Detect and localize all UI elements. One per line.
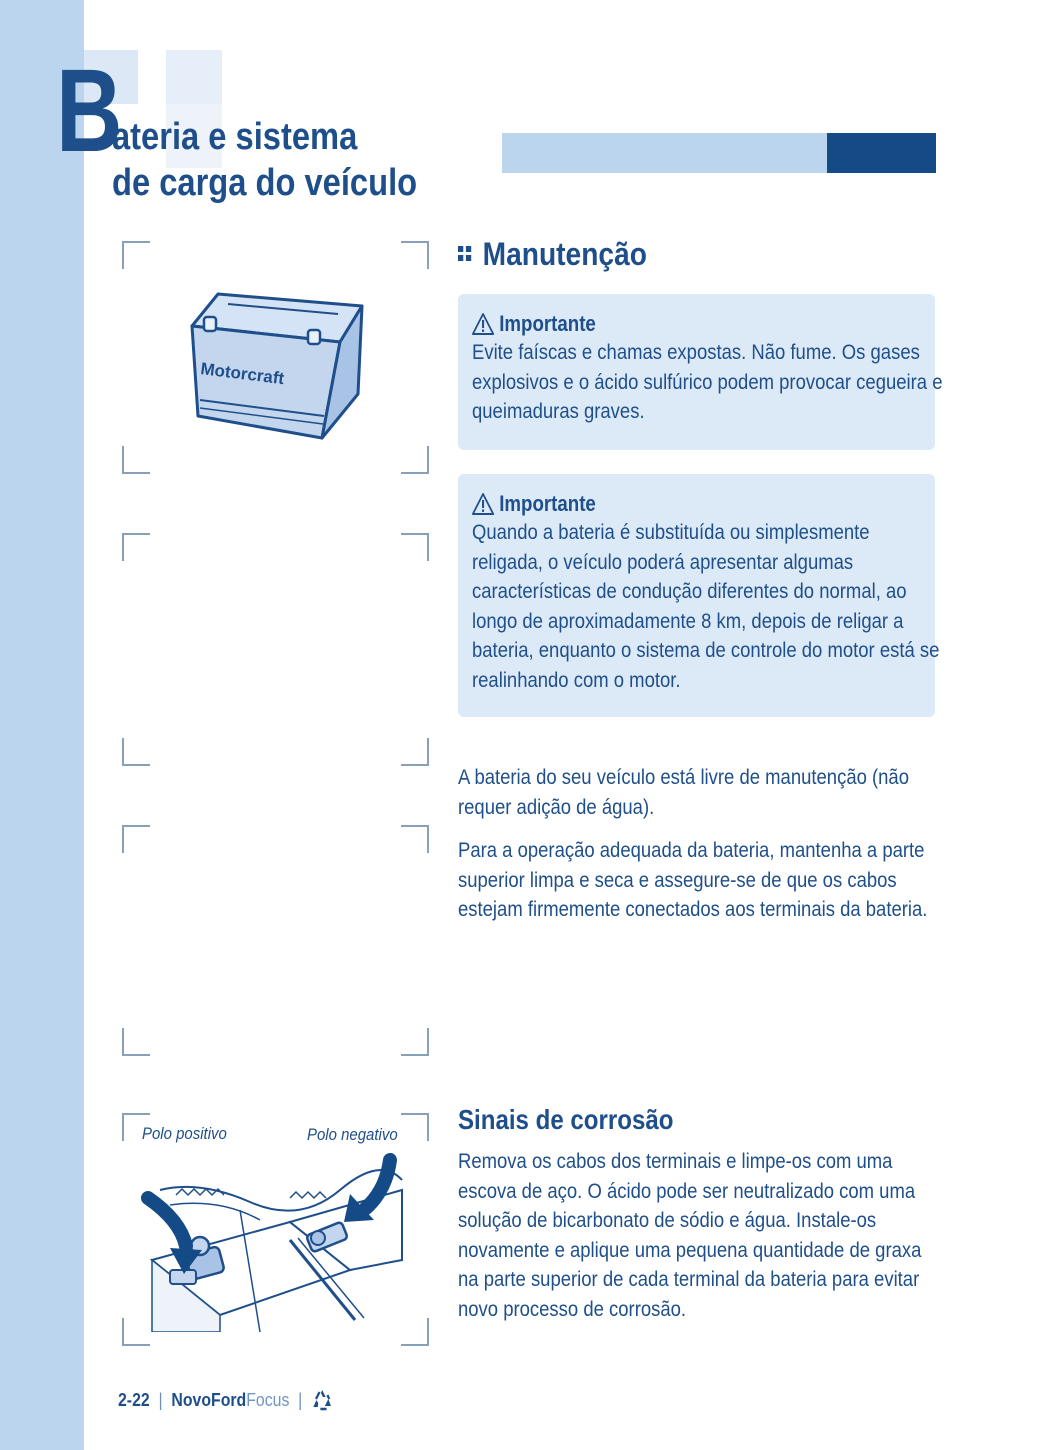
warning-text-2: Quando a bateria é substituída ou simplesmente religada, o veículo poderá apresentar algumas características de condução diferentes do normal, ao longo de aproximadamente 8 km, depois de religar a bateria, enquanto o sistema de controle do motor está se realinhando com o motor. [472, 521, 940, 692]
figure-frame-3 [122, 825, 429, 1056]
page-number: 2-22 [118, 1389, 150, 1410]
warning-title-2 [472, 490, 859, 518]
caption-positive-pole: Polo positivo [142, 1124, 227, 1143]
warning-box-1 [458, 294, 943, 450]
warning-text-1: Evite faíscas e chamas expostas. Não fume. Os gases explosivos e o ácido sulfúrico podem provocar cegueira e queimaduras graves. [472, 341, 943, 423]
page-footer [118, 1387, 334, 1413]
footer-separator: | [298, 1389, 303, 1410]
paragraph-battery-care: Para a operação adequada da bateria, mantenha a parte superior limpa e seca e assegure-se de que os cabos estejam firmemente conectados aos terminais da bateria. [458, 839, 928, 921]
warning-box-2 [458, 474, 940, 717]
section-title-text: Manutenção [482, 236, 647, 272]
header-bar-dark [827, 133, 936, 173]
warning-title-1 [472, 310, 859, 338]
footer-brand-light: Focus [246, 1389, 290, 1410]
footer-separator: | [158, 1389, 163, 1410]
recycle-icon [311, 1387, 334, 1413]
warning-title-text-2: Importante [499, 491, 596, 516]
left-sidebar-band [0, 0, 84, 1450]
caption-negative-pole: Polo negativo [307, 1125, 398, 1144]
battery-brand-label: Motorcraft [199, 359, 286, 389]
corrosion-title: Sinais de corrosão [458, 1104, 674, 1135]
battery-illustration [188, 290, 366, 440]
paragraph-maintenance-free: A bateria do seu veículo está livre de manutenção (não requer adição de água). [458, 766, 909, 819]
corrosion-text: Remova os cabos dos terminais e limpe-os com uma escova de aço. O ácido pode ser neutralizado com uma solução de bicarbonato de sódio e água. Instale-os novamente e aplique uma pequena quantidade de graxa na parte superior de cada terminal da bateria para evitar novo processo de corrosão. [458, 1150, 922, 1321]
figure-frame-2 [122, 533, 429, 766]
title-line-2: de carga do veículo [112, 162, 418, 204]
page-title [112, 114, 417, 206]
warning-triangle-icon [472, 312, 494, 336]
warning-title-text-1: Importante [499, 311, 596, 336]
section-title-maintenance [458, 236, 647, 273]
footer-brand-bold: NovoFord [171, 1389, 247, 1410]
title-initial: B [56, 45, 121, 177]
warning-triangle-icon [472, 492, 494, 516]
decor-square-2 [166, 50, 222, 104]
section-bullet-icon [458, 246, 472, 262]
battery-terminals-illustration [140, 1150, 405, 1332]
title-line-1: ateria e sistema [112, 116, 358, 158]
header-bar-light [502, 133, 828, 173]
